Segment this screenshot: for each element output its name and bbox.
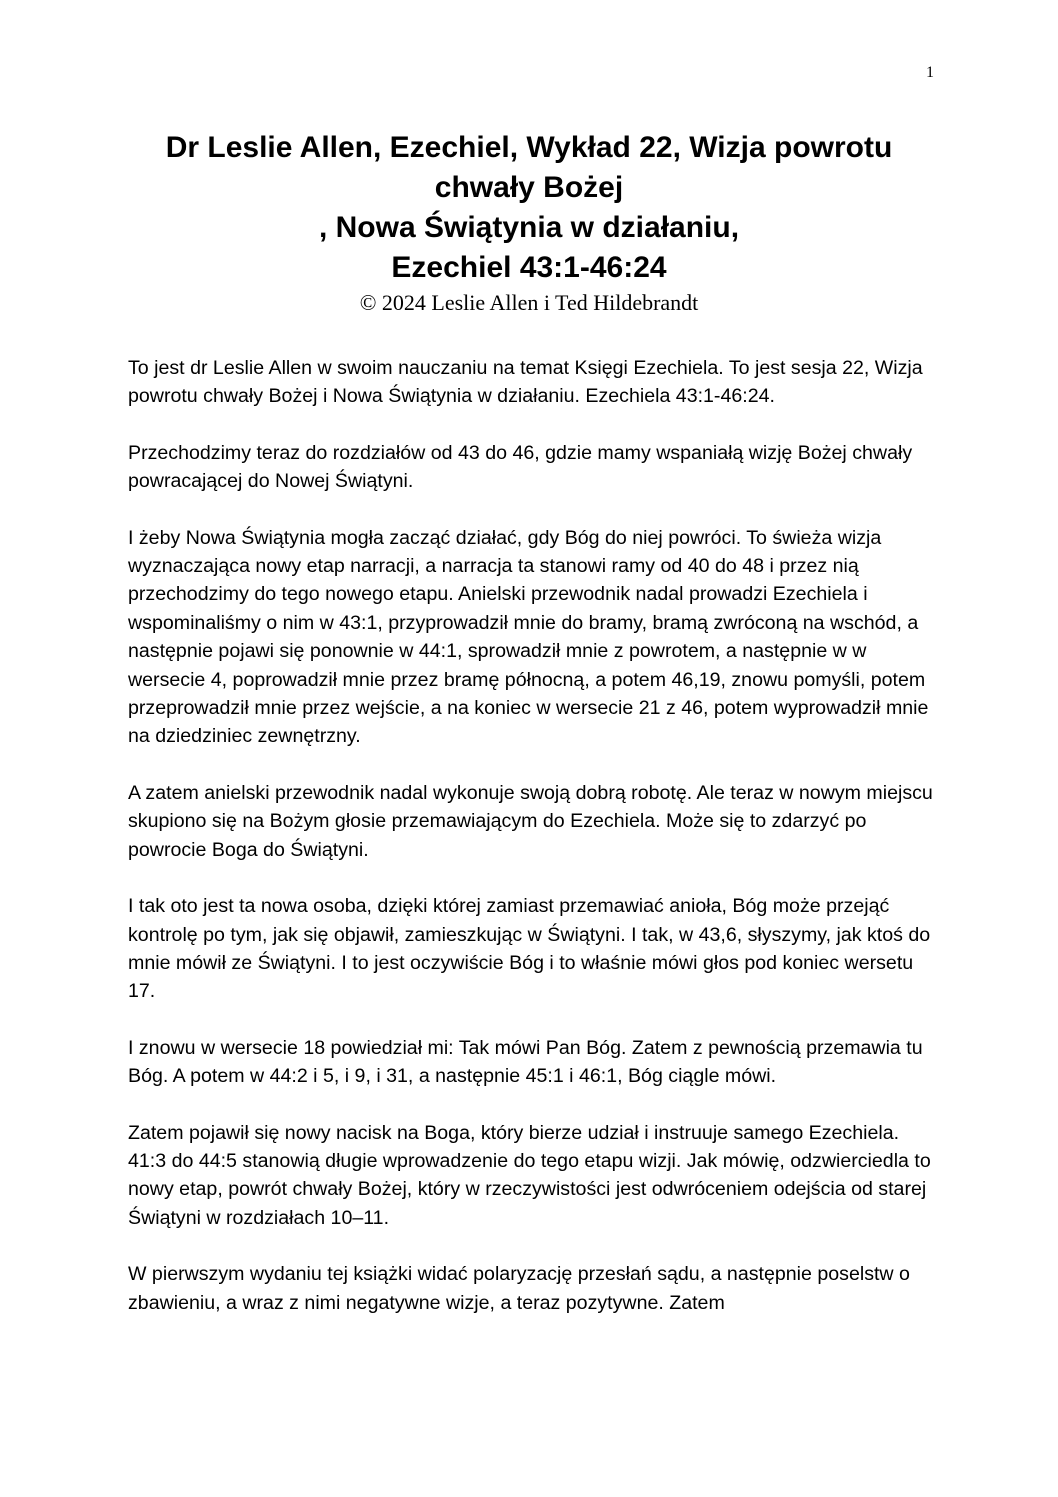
- page-number: 1: [926, 64, 934, 81]
- paragraph-7: Zatem pojawił się nowy nacisk na Boga, który bierze udział i instruuje samego Ezechiela. 41:3 do 44:5 stanowią długie wprowadzenie do tego etapu wizji. Jak mówię, odzwierciedla to nowy etap, powrót chwały Bożej, który w rzeczywistości jest odwróceniem odejścia od starej Świątyni w rozdziałach 10–11.: [128, 1121, 931, 1229]
- paragraph-1: To jest dr Leslie Allen w swoim nauczaniu na temat Księgi Ezechiela. To jest sesja 22, Wizja powrotu chwały Bożej i Nowa Świątynia w działaniu. Ezechiela 43:1-46:24.: [128, 357, 923, 408]
- title-line-1: Dr Leslie Allen, Ezechiel, Wykład 22, Wizja powrotu: [165, 131, 893, 164]
- paragraph-3: I żeby Nowa Świątynia mogła zacząć działać, gdy Bóg do niej powróci. To świeża wizja wyznaczająca nowy etap narracji, a narracja ta stanowi ramy od 40 do 48 i przez nią przechodzimy do tego nowego etapu. Anielski przewodnik nadal prowadzi Ezechiela i wspominaliśmy o nim w 43:1, przyprowadził mnie do bramy, bramą zwróconą na wschód, a następnie pojawi się ponownie w 44:1, sprowadził mnie z powrotem, a następnie w w wersecie 4, poprowadził mnie przez bramę północną, a potem 46,19, znowu pomyśli, potem przeprowadził mnie przez wejście, a na koniec w wersecie 21 z 46, potem wyprowadził mnie na dziedziniec zewnętrzny.: [128, 526, 929, 748]
- title-line-3: , Nowa Świątynia w działaniu,: [318, 211, 740, 244]
- paragraph-4: A zatem anielski przewodnik nadal wykonuje swoją dobrą robotę. Ale teraz w nowym miejscu skupiono się na Bożym głosie przemawiającym do Ezechiela. Może się to zdarzyć po powrocie Boga do Świątyni.: [128, 781, 933, 861]
- paragraph-8: W pierwszym wydaniu tej książki widać polaryzację przesłań sądu, a następnie poselstw o zbawieniu, a wraz z nimi negatywne wizje, a teraz pozytywne. Zatem: [128, 1263, 910, 1314]
- body-text: [128, 354, 938, 1345]
- title-block: [100, 128, 958, 318]
- title-line-4: Ezechiel 43:1-46:24: [391, 251, 667, 284]
- paragraph-6: I znowu w wersecie 18 powiedział mi: Tak mówi Pan Bóg. Zatem z pewnością przemawia tu Bóg. A potem w 44:2 i 5, i 9, i 31, a następnie 45:1 i 46:1, Bóg ciągle mówi.: [128, 1036, 923, 1088]
- paragraph-2: Przechodzimy teraz do rozdziałów od 43 do 46, gdzie mamy wspaniałą wizję Bożej chwały powracającej do Nowej Świątyni.: [128, 441, 913, 493]
- paragraph-5: I tak oto jest ta nowa osoba, dzięki której zamiast przemawiać anioła, Bóg może przejąć kontrolę po tym, jak się objawił, zamieszkując w Świątyni. I tak, w 43,6, słyszymy, jak ktoś do mnie mówił ze Świątyni. I to jest oczywiście Bóg i to właśnie mówi głos pod koniec wersetu 17.: [128, 895, 931, 1003]
- copyright: © 2024 Leslie Allen i Ted Hildebrandt: [359, 290, 699, 315]
- title-line-2: chwały Bożej: [434, 171, 624, 204]
